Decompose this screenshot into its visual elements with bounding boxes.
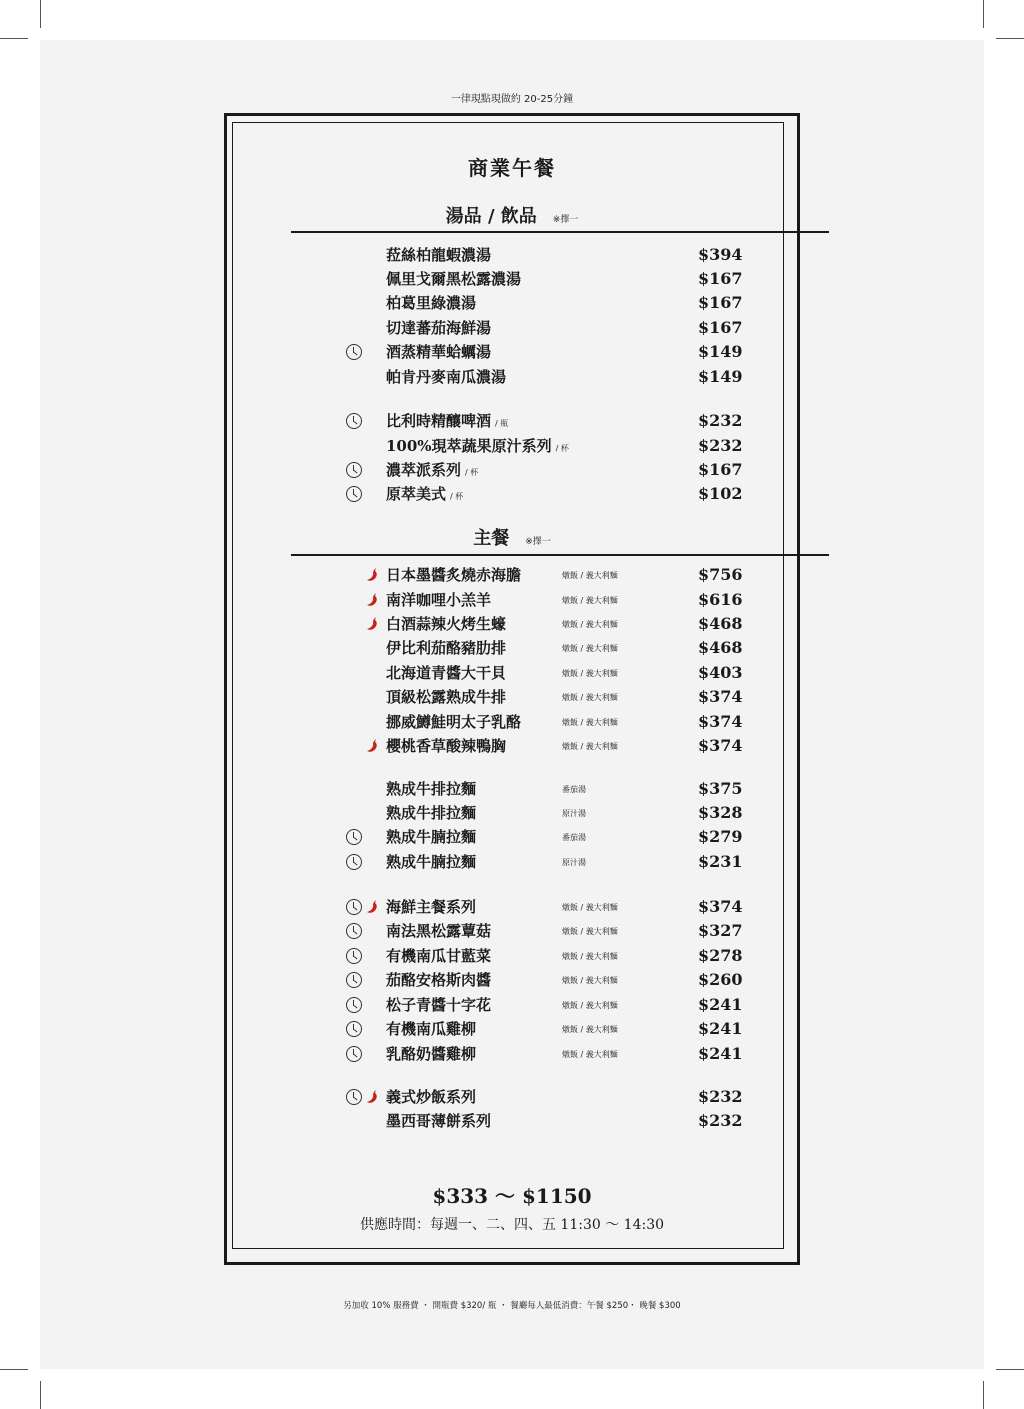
service-hours: 供應時間：每週一、二、四、五 11:30 ～ 14:30 (359, 1217, 665, 1233)
clock-icon (346, 486, 362, 502)
item-name: 南法黑松露蕈菇 (386, 922, 492, 940)
item-name (386, 484, 463, 507)
item-price: $327 (698, 921, 743, 940)
item-price: $468 (698, 638, 743, 657)
item-option: 番茄湯 (562, 833, 586, 842)
item-option: 燉飯 / 義大利麵 (562, 952, 618, 961)
menu-item (340, 614, 760, 636)
item-price: $167 (698, 293, 743, 312)
item-price: $241 (698, 1019, 743, 1038)
item-name: 熟成牛腩拉麵 (386, 828, 477, 846)
item-name: 松子青醬十字花 (386, 996, 492, 1014)
clock-icon (346, 923, 362, 939)
menu-item (340, 897, 760, 919)
item-option: 燉飯 / 義大利麵 (562, 1001, 618, 1010)
item-name: 熟成牛腩拉麵 (386, 853, 477, 871)
crop-mark (996, 1369, 1024, 1370)
item-price: $232 (698, 411, 743, 430)
item-name: 挪威鱒鮭明太子乳酪 (386, 713, 522, 731)
item-name: 茄酪安格斯肉醬 (386, 971, 492, 989)
chili-pepper-icon (366, 1089, 380, 1105)
menu-item (340, 663, 760, 685)
item-price: $374 (698, 712, 743, 731)
item-name-text: 比利時精釀啤酒 (386, 412, 492, 430)
item-option: 燉飯 / 義大利麵 (562, 927, 618, 936)
item-price: $468 (698, 614, 743, 633)
menu-item (340, 411, 760, 433)
item-price: $232 (698, 1111, 743, 1130)
menu-item (340, 852, 760, 874)
menu-item (340, 803, 760, 825)
clock-icon (346, 1089, 362, 1105)
chili-pepper-icon (366, 899, 380, 915)
clock-icon (346, 1021, 362, 1037)
menu-item (340, 1019, 760, 1041)
item-price: $232 (698, 1087, 743, 1106)
item-option: 燉飯 / 義大利麵 (562, 718, 618, 727)
menu-frame-inner (232, 122, 784, 1249)
clock-icon (346, 854, 362, 870)
menu-item (340, 712, 760, 734)
price-range: $333 ～ $1150 (432, 1184, 592, 1208)
item-name-text: 原萃美式 (386, 485, 447, 503)
item-price: $374 (698, 897, 743, 916)
clock-icon (346, 462, 362, 478)
item-name: 墨西哥薄餅系列 (386, 1112, 492, 1130)
menu-item (340, 269, 760, 291)
item-price: $375 (698, 779, 743, 798)
item-price: $756 (698, 565, 743, 584)
item-unit: / 杯 (450, 492, 464, 501)
section-divider (291, 554, 829, 556)
item-option: 燉飯 / 義大利麵 (562, 596, 618, 605)
menu-item (340, 638, 760, 660)
item-name: 佩里戈爾黑松露濃湯 (386, 270, 522, 288)
item-name: 乳酪奶醬雞柳 (386, 1045, 477, 1063)
clock-icon (346, 829, 362, 845)
crop-mark (983, 1381, 984, 1409)
item-price: $616 (698, 590, 743, 609)
item-price: $167 (698, 318, 743, 337)
crop-mark (40, 1381, 41, 1409)
clock-icon (346, 997, 362, 1013)
item-price: $374 (698, 687, 743, 706)
menu-item (340, 590, 760, 612)
item-name: 南洋咖哩小羔羊 (386, 591, 492, 609)
section-title-soup-drinks (0, 202, 1024, 228)
crop-mark (0, 38, 28, 39)
item-name: 伊比利茄酪豬肋排 (386, 639, 507, 657)
section-title-text: 湯品 / 飲品 (445, 206, 537, 227)
item-price: $374 (698, 736, 743, 755)
item-name: 北海道青醬大干貝 (386, 664, 507, 682)
section-divider (291, 231, 829, 233)
section-title-text: 主餐 (473, 528, 510, 549)
item-name: 頂級松露熟成牛排 (386, 688, 507, 706)
menu-item (340, 827, 760, 849)
item-option: 燉飯 / 義大利麵 (562, 1025, 618, 1034)
clock-icon (346, 948, 362, 964)
menu-item (340, 736, 760, 758)
item-price: $167 (698, 269, 743, 288)
menu-item (340, 293, 760, 315)
clock-icon (346, 413, 362, 429)
menu-item (340, 946, 760, 968)
section-title-main (0, 524, 1024, 550)
item-option: 燉飯 / 義大利麵 (562, 571, 618, 580)
item-option: 原汁湯 (562, 809, 586, 818)
chili-pepper-icon (366, 592, 380, 608)
menu-item (340, 245, 760, 267)
clock-icon (346, 1046, 362, 1062)
item-option: 燉飯 / 義大利麵 (562, 669, 618, 678)
item-option: 燉飯 / 義大利麵 (562, 620, 618, 629)
item-price: $102 (698, 484, 743, 503)
item-name: 帕肯丹麥南瓜濃湯 (386, 368, 507, 386)
item-name: 義式炒飯系列 (386, 1088, 477, 1106)
item-price: $241 (698, 995, 743, 1014)
chili-pepper-icon (366, 616, 380, 632)
section-note: ※擇一 (525, 537, 551, 547)
item-name (386, 411, 508, 434)
item-price: $167 (698, 460, 743, 479)
service-fee-note: 另加收 10% 服務費 ・ 開瓶費 $320/ 瓶 ・ 餐廳每人最低消費：午餐 $250・ 晚餐 $300 (343, 1301, 681, 1311)
crop-mark (983, 0, 984, 28)
item-unit: / 瓶 (495, 419, 509, 428)
item-name (386, 436, 569, 459)
item-price: $241 (698, 1044, 743, 1063)
menu-item (340, 342, 760, 364)
item-unit: / 杯 (555, 444, 569, 453)
menu-item (340, 367, 760, 389)
menu-item (340, 995, 760, 1017)
item-name-text: 濃萃派系列 (386, 461, 462, 479)
menu-item (340, 565, 760, 587)
clock-icon (346, 899, 362, 915)
item-name: 櫻桃香草酸辣鴨胸 (386, 737, 507, 755)
item-unit: / 杯 (465, 468, 479, 477)
item-name: 有機南瓜甘藍菜 (386, 947, 492, 965)
item-name: 白酒蒜辣火烤生蠔 (386, 615, 507, 633)
item-option: 燉飯 / 義大利麵 (562, 693, 618, 702)
item-name-text: 100%現萃蔬果原汁系列 (386, 437, 552, 455)
section-note: ※擇一 (552, 215, 579, 225)
crop-mark (0, 1369, 28, 1370)
chili-pepper-icon (366, 567, 380, 583)
menu-item (340, 921, 760, 943)
menu-item (340, 318, 760, 340)
menu-item (340, 1044, 760, 1066)
item-option: 番茄湯 (562, 785, 586, 794)
item-option: 燉飯 / 義大利麵 (562, 976, 618, 985)
clock-icon (346, 344, 362, 360)
menu-item (340, 1087, 760, 1109)
item-option: 原汁湯 (562, 858, 586, 867)
item-name: 菈絲柏龍蝦濃湯 (386, 246, 492, 264)
item-name: 日本墨醬炙燒赤海膽 (386, 566, 522, 584)
item-option: 燉飯 / 義大利麵 (562, 644, 618, 653)
menu-item (340, 687, 760, 709)
menu-item (340, 460, 760, 482)
item-price: $231 (698, 852, 743, 871)
item-name: 酒蒸精華蛤蠣湯 (386, 343, 492, 361)
item-price: $149 (698, 367, 743, 386)
menu-item (340, 1111, 760, 1133)
item-option: 燉飯 / 義大利麵 (562, 1050, 618, 1059)
chili-pepper-icon (366, 738, 380, 754)
item-name: 熟成牛排拉麵 (386, 804, 477, 822)
item-option: 燉飯 / 義大利麵 (562, 903, 618, 912)
clock-icon (346, 972, 362, 988)
item-price: $149 (698, 342, 743, 361)
item-price: $279 (698, 827, 743, 846)
item-price: $394 (698, 245, 743, 264)
crop-mark (40, 0, 41, 28)
item-price: $328 (698, 803, 743, 822)
item-name: 切達蕃茄海鮮湯 (386, 319, 492, 337)
item-price: $260 (698, 970, 743, 989)
item-name (386, 460, 478, 483)
item-name: 有機南瓜雞柳 (386, 1020, 477, 1038)
menu-item (340, 970, 760, 992)
item-price: $232 (698, 436, 743, 455)
menu-title: 商業午餐 (468, 156, 556, 180)
item-price: $278 (698, 946, 743, 965)
item-name: 海鮮主餐系列 (386, 898, 477, 916)
menu-item (340, 484, 760, 506)
item-price: $403 (698, 663, 743, 682)
menu-item (340, 436, 760, 458)
item-name: 熟成牛排拉麵 (386, 780, 477, 798)
menu-item (340, 779, 760, 801)
crop-mark (996, 38, 1024, 39)
prep-time-note: 一律現點現做約 20-25分鐘 (450, 94, 574, 105)
item-option: 燉飯 / 義大利麵 (562, 742, 618, 751)
item-name: 柏葛里綠濃湯 (386, 294, 477, 312)
